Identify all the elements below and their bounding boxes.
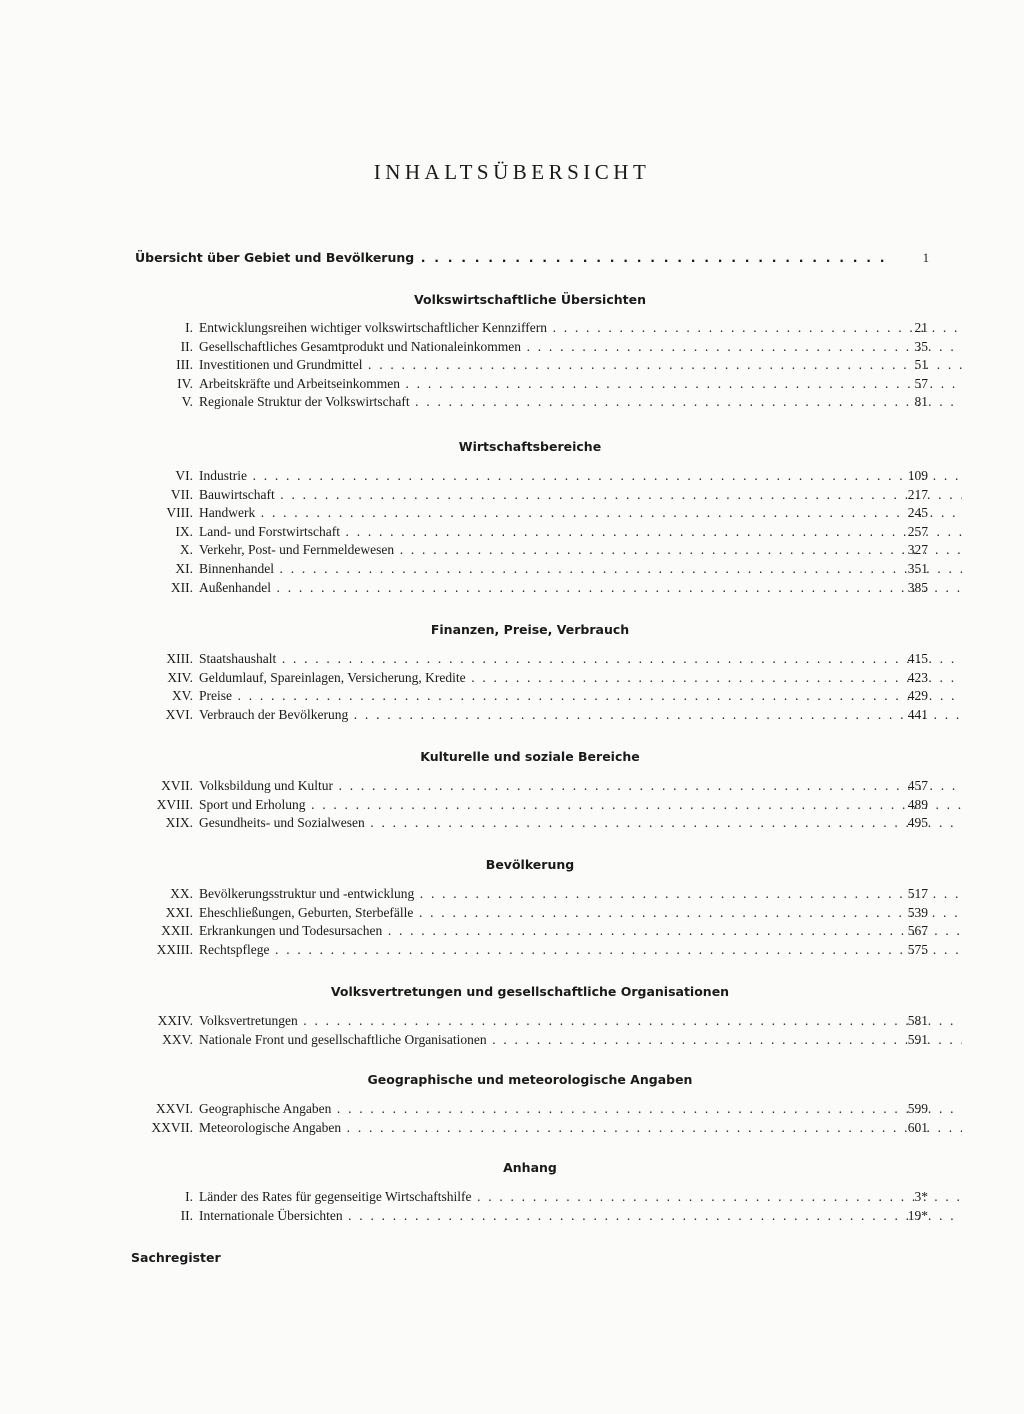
toc-entry[interactable] — [0, 1206, 1024, 1226]
toc-entry-number: I. — [185, 1189, 193, 1204]
toc-entry-label: Gesellschaftliches Gesamtprodukt und Nationaleinkommen . . . — [199, 337, 962, 357]
toc-entry-page: 591 — [907, 1031, 928, 1047]
toc-entry-page: 489 — [907, 796, 928, 812]
section-heading: Wirtschaftsbereiche — [458, 439, 602, 454]
toc-entry-label: Volksvertretungen . . . — [199, 1011, 962, 1031]
toc-entry[interactable] — [0, 1099, 1024, 1119]
toc-entry-number: II. — [180, 338, 193, 354]
toc-entry-label: Eheschließungen, Geburten, Sterbefälle . . . — [199, 903, 962, 923]
toc-entry-label: Arbeitskräfte und Arbeitseinkommen . . . — [199, 374, 962, 394]
toc-entry-page: 327 — [907, 542, 928, 558]
toc-entry-page: 19* — [907, 1207, 928, 1223]
toc-entry-number: XIV. — [167, 669, 193, 685]
section-heading: Volkswirtschaftliche Übersichten — [413, 292, 647, 307]
toc-entry[interactable] — [0, 649, 1024, 669]
toc-entry[interactable] — [0, 540, 1024, 560]
toc-entry-page: 21 — [914, 320, 928, 335]
toc-entry[interactable] — [0, 1187, 1024, 1207]
toc-entry-label: Bauwirtschaft . . . — [199, 485, 962, 505]
toc-entry-label: Sport und Erholung . . . — [199, 795, 962, 815]
toc-entry[interactable] — [0, 337, 1024, 357]
toc-entry-page: 385 — [907, 579, 928, 595]
toc-entry-number: II. — [180, 1207, 193, 1223]
toc-entry[interactable] — [0, 1030, 1024, 1050]
toc-entry-label: Handwerk . . . — [199, 503, 962, 523]
toc-entry-number: IX. — [175, 523, 193, 539]
toc-entry-number: XV. — [171, 688, 193, 704]
toc-entry-page: 423 — [907, 669, 928, 685]
toc-entry-number: XXIV. — [157, 1013, 193, 1028]
toc-entry-number: IV. — [177, 375, 193, 391]
toc-entry-label: Meteorologische Angaben . . . — [199, 1118, 962, 1138]
toc-entry-page: 441 — [907, 706, 928, 722]
toc-entry-page: 109 — [907, 468, 928, 483]
toc-entry-label: Verbrauch der Bevölkerung . . . — [199, 705, 962, 725]
toc-entry-page: 457 — [907, 778, 928, 793]
toc-entry-page: 217 — [907, 486, 928, 502]
toc-entry-page: 539 — [907, 904, 928, 920]
toc-entry-label: Verkehr, Post- und Fernmeldewesen . . . — [199, 540, 962, 560]
toc-entry-label: Investitionen und Grundmittel . . . — [199, 355, 962, 375]
toc-entry-number: XXIII. — [156, 941, 193, 957]
toc-entry-number: XIX. — [165, 815, 193, 831]
toc-entry-page: 429 — [907, 688, 928, 704]
toc-entry-label: Regionale Struktur der Volkswirtschaft . . . — [199, 392, 962, 412]
toc-entry-label: Außenhandel . . . — [199, 578, 962, 598]
toc-entry-page: 3* — [914, 1189, 928, 1204]
sachregister-heading[interactable]: Sachregister — [131, 1250, 221, 1265]
toc-entry-label: Binnenhandel . . . — [199, 559, 962, 579]
toc-entry-page: 1 — [922, 251, 929, 265]
toc-entry-number: XX. — [170, 886, 193, 901]
toc-entry[interactable] — [0, 522, 1024, 542]
toc-entry-label: Volksbildung und Kultur . . . — [199, 776, 962, 796]
toc-entry[interactable] — [0, 559, 1024, 579]
toc-entry[interactable] — [0, 686, 1024, 706]
toc-entry[interactable] — [0, 503, 1024, 523]
toc-entry[interactable] — [0, 776, 1024, 796]
toc-entry-label: Nationale Front und gesellschaftliche Organisationen . . . — [199, 1030, 962, 1050]
toc-entry-label: Staatshaushalt . . . — [199, 649, 962, 669]
section-heading: Finanzen, Preise, Verbrauch — [430, 622, 630, 637]
toc-entry-page: 415 — [907, 651, 928, 666]
toc-entry-number: XXVI. — [155, 1101, 193, 1116]
toc-entry[interactable] — [0, 318, 1024, 338]
toc-entry-number: VIII. — [166, 505, 193, 521]
toc-entry-number: XXI. — [165, 904, 193, 920]
toc-entry[interactable] — [0, 1118, 1024, 1138]
toc-entry[interactable] — [0, 668, 1024, 688]
toc-entry-page: 257 — [907, 523, 928, 539]
toc-entry-label: Preise . . . — [199, 686, 962, 706]
toc-entry-label: Internationale Übersichten . . . — [199, 1206, 962, 1226]
toc-entry-page: 57 — [914, 375, 928, 391]
toc-entry[interactable] — [0, 795, 1024, 815]
toc-entry[interactable] — [0, 485, 1024, 505]
page-title: INHALTSÜBERSICHT — [373, 160, 651, 184]
toc-entry-page: 35 — [914, 338, 928, 354]
toc-entry[interactable] — [0, 940, 1024, 960]
toc-entry-intro[interactable] — [0, 248, 1024, 268]
toc-entry-page: 495 — [907, 815, 928, 831]
toc-entry[interactable] — [0, 921, 1024, 941]
toc-entry-number: III. — [176, 357, 193, 373]
section-heading: Anhang — [503, 1160, 557, 1175]
toc-entry-page: 601 — [907, 1119, 928, 1135]
toc-entry-number: XVIII. — [156, 796, 193, 812]
toc-entry-page: 599 — [907, 1101, 928, 1116]
toc-entry[interactable] — [0, 578, 1024, 598]
toc-entry-number: VII. — [170, 486, 193, 502]
toc-entry-page: 581 — [907, 1013, 928, 1028]
toc-entry-number: XVI. — [165, 706, 193, 722]
toc-entry[interactable] — [0, 813, 1024, 833]
toc-entry-number: X. — [179, 542, 193, 558]
toc-entry-label: Rechtspflege . . . — [199, 940, 962, 960]
toc-entry-number: VI. — [175, 468, 193, 483]
toc-entry-label: Erkrankungen und Todesursachen . . . — [199, 921, 962, 941]
section-heading: Volksvertretungen und gesellschaftliche Organisationen — [330, 984, 730, 999]
toc-entry-page: 245 — [907, 505, 928, 521]
toc-entry-label: Geldumlauf, Spareinlagen, Versicherung, Kredite . . . — [199, 668, 962, 688]
toc-entry-number: I. — [185, 320, 193, 335]
toc-entry-label: Geographische Angaben . . . — [199, 1099, 962, 1119]
section-heading: Geographische und meteorologische Angaben — [367, 1072, 693, 1087]
toc-entry-number: XXV. — [162, 1031, 193, 1047]
toc-entry-page: 575 — [907, 941, 928, 957]
toc-entry-number: V. — [181, 394, 193, 410]
toc-entry-label: Entwicklungsreihen wichtiger volkswirtschaftlicher Kennziffern . . . — [199, 318, 962, 338]
toc-entry-number: XIII. — [166, 651, 193, 666]
toc-entry-page: 351 — [907, 561, 928, 576]
toc-entry-label: Länder des Rates für gegenseitige Wirtschaftshilfe . . . — [199, 1187, 962, 1207]
toc-entry[interactable] — [0, 705, 1024, 725]
toc-entry[interactable] — [0, 903, 1024, 923]
toc-entry[interactable] — [0, 466, 1024, 486]
toc-entry[interactable] — [0, 884, 1024, 904]
toc-entry[interactable] — [0, 374, 1024, 394]
toc-entry-page: 51 — [914, 357, 928, 373]
toc-entry-label: Übersicht über Gebiet und Bevölkerung . . . — [135, 248, 894, 268]
toc-entry-page: 517 — [907, 886, 928, 901]
toc-entry-label: Industrie . . . — [199, 466, 962, 486]
toc-entry-number: XVII. — [161, 778, 193, 793]
toc-entry-number: XII. — [170, 579, 193, 595]
toc-entry-label: Land- und Forstwirtschaft . . . — [199, 522, 962, 542]
toc-entry-number: XXVII. — [151, 1119, 193, 1135]
toc-entry-label: Gesundheits- und Sozialwesen . . . — [199, 813, 962, 833]
toc-entry-label: Bevölkerungsstruktur und -entwicklung . . . — [199, 884, 962, 904]
toc-entry-page: 567 — [907, 923, 928, 939]
toc-entry[interactable] — [0, 392, 1024, 412]
toc-entry-number: XI. — [175, 561, 193, 576]
toc-entry-number: XXII. — [161, 923, 193, 939]
toc-entry-page: 81 — [914, 394, 928, 410]
toc-entry[interactable] — [0, 355, 1024, 375]
toc-entry[interactable] — [0, 1011, 1024, 1031]
section-heading: Bevölkerung — [485, 857, 575, 872]
section-heading: Kulturelle und soziale Bereiche — [420, 749, 640, 764]
